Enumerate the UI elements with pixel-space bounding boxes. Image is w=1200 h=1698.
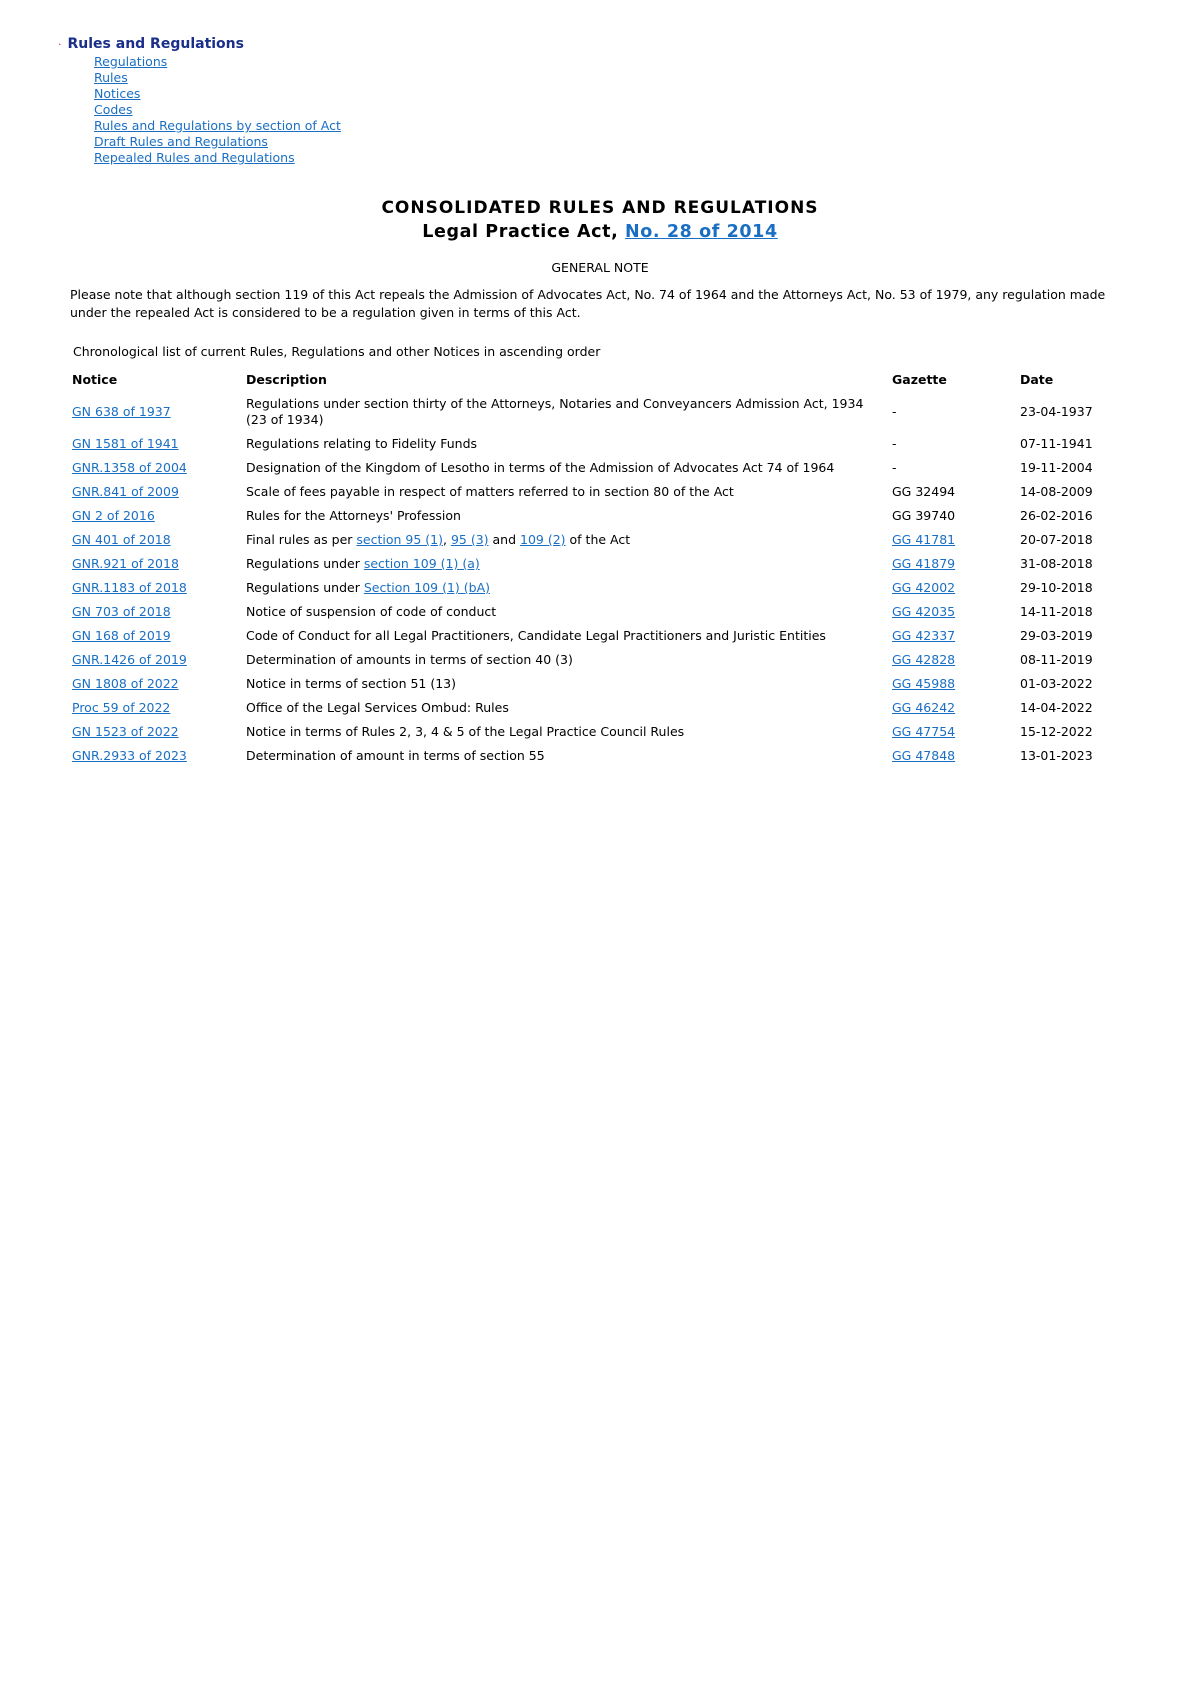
gazette-link[interactable]: GG 41879 bbox=[892, 556, 956, 571]
gazette-cell bbox=[890, 552, 1018, 576]
description-cell bbox=[244, 504, 890, 528]
notice-link[interactable]: GNR.1183 of 2018 bbox=[72, 580, 187, 595]
table-row bbox=[70, 456, 1140, 480]
description-text: Determination of amounts in terms of section 40 (3) bbox=[246, 652, 573, 667]
description-cell bbox=[244, 720, 890, 744]
date-cell: 14-04-2022 bbox=[1020, 700, 1093, 715]
gazette-cell bbox=[890, 648, 1018, 672]
notice-cell bbox=[70, 744, 244, 768]
regulations-table bbox=[70, 366, 1140, 768]
nav-link[interactable]: Regulations bbox=[94, 54, 168, 69]
description-text: Final rules as per bbox=[246, 532, 357, 547]
gazette-text: - bbox=[892, 436, 897, 451]
table-row bbox=[70, 432, 1140, 456]
gazette-link[interactable]: GG 47754 bbox=[892, 724, 956, 739]
gazette-text: GG 39740 bbox=[892, 508, 956, 523]
gazette-link[interactable]: GG 42002 bbox=[892, 580, 956, 595]
nav-link[interactable]: Repealed Rules and Regulations bbox=[94, 150, 295, 165]
date-cell: 31-08-2018 bbox=[1020, 556, 1093, 571]
description-cell bbox=[244, 672, 890, 696]
description-text: of the Act bbox=[565, 532, 631, 547]
table-row bbox=[70, 720, 1140, 744]
notice-cell bbox=[70, 696, 244, 720]
notice-link[interactable]: GN 638 of 1937 bbox=[72, 404, 171, 419]
date-cell: 15-12-2022 bbox=[1020, 724, 1093, 739]
nav-item bbox=[94, 102, 341, 118]
nav-link[interactable]: Draft Rules and Regulations bbox=[94, 134, 268, 149]
description-text: Determination of amount in terms of section 55 bbox=[246, 748, 545, 763]
section-link[interactable]: section 109 (1) (a) bbox=[363, 556, 480, 571]
nav-item bbox=[94, 86, 341, 102]
gazette-cell bbox=[890, 504, 1018, 528]
description-cell bbox=[244, 648, 890, 672]
notice-link[interactable]: GN 2 of 2016 bbox=[72, 508, 155, 523]
notice-link[interactable]: GN 703 of 2018 bbox=[72, 604, 171, 619]
nav-link[interactable]: Codes bbox=[94, 102, 133, 117]
description-cell bbox=[244, 624, 890, 648]
table-caption: Chronological list of current Rules, Regulations and other Notices in ascending order bbox=[73, 344, 601, 359]
nav-item bbox=[94, 134, 341, 150]
description-text: Regulations relating to Fidelity Funds bbox=[246, 436, 478, 451]
section-link[interactable]: section 95 (1) bbox=[356, 532, 443, 547]
rules-nav bbox=[58, 36, 341, 166]
gazette-cell bbox=[890, 696, 1018, 720]
header-date: Date bbox=[1020, 371, 1054, 387]
notice-link[interactable]: GN 1523 of 2022 bbox=[72, 724, 179, 739]
gazette-cell bbox=[890, 672, 1018, 696]
table-row bbox=[70, 624, 1140, 648]
description-text: Notice in terms of Rules 2, 3, 4 & 5 of the Legal Practice Council Rules bbox=[246, 724, 685, 739]
date-cell: 29-10-2018 bbox=[1020, 580, 1093, 595]
header-description: Description bbox=[246, 371, 327, 387]
notice-cell bbox=[70, 432, 244, 456]
date-cell: 08-11-2019 bbox=[1020, 652, 1093, 667]
description-cell bbox=[244, 432, 890, 456]
date-cell: 14-11-2018 bbox=[1020, 604, 1093, 619]
nav-item bbox=[94, 150, 341, 166]
description-text: , bbox=[442, 532, 451, 547]
description-cell bbox=[244, 456, 890, 480]
table-row bbox=[70, 648, 1140, 672]
description-cell bbox=[244, 480, 890, 504]
gazette-cell bbox=[890, 392, 1018, 432]
notice-link[interactable]: GN 168 of 2019 bbox=[72, 628, 171, 643]
gazette-cell bbox=[890, 480, 1018, 504]
act-prefix: Legal Practice Act, bbox=[422, 222, 626, 242]
description-text: Notice in terms of section 51 (13) bbox=[246, 676, 457, 691]
notice-cell bbox=[70, 600, 244, 624]
gazette-link[interactable]: GG 42337 bbox=[892, 628, 956, 643]
nav-item bbox=[94, 118, 341, 134]
table-body bbox=[70, 392, 1140, 768]
nav-title: Rules and Regulations bbox=[67, 36, 244, 52]
nav-link[interactable]: Rules bbox=[94, 70, 128, 85]
date-cell: 13-01-2023 bbox=[1020, 748, 1093, 763]
notice-cell bbox=[70, 528, 244, 552]
notice-cell bbox=[70, 624, 244, 648]
date-cell: 07-11-1941 bbox=[1020, 436, 1093, 451]
notice-cell bbox=[70, 456, 244, 480]
notice-cell bbox=[70, 648, 244, 672]
description-cell bbox=[244, 600, 890, 624]
table-row bbox=[70, 600, 1140, 624]
header-gazette: Gazette bbox=[892, 371, 947, 387]
gazette-cell bbox=[890, 576, 1018, 600]
gazette-cell bbox=[890, 600, 1018, 624]
notice-cell bbox=[70, 504, 244, 528]
general-note-label: GENERAL NOTE bbox=[551, 260, 649, 275]
general-note-text: Please note that although section 119 of this Act repeals the Admission of Advocates Act, No. 74 of 1964 and the Attorneys Act, No. 53 of 1979, any regulation made under the repealed Act is considered to be a regulation given in terms of this Act. bbox=[70, 287, 1106, 320]
description-text: Notice of suspension of code of conduct bbox=[246, 604, 497, 619]
notice-cell bbox=[70, 552, 244, 576]
description-text: Regulations under section thirty of the Attorneys, Notaries and Conveyancers Admission Act, 1934 (23 of 1934) bbox=[246, 396, 864, 427]
notice-link[interactable]: GNR.1358 of 2004 bbox=[72, 460, 187, 475]
gazette-link[interactable]: GG 46242 bbox=[892, 700, 956, 715]
notice-link[interactable]: GN 401 of 2018 bbox=[72, 532, 171, 547]
notice-link[interactable]: GN 1808 of 2022 bbox=[72, 676, 179, 691]
description-text: and bbox=[488, 532, 520, 547]
table-row bbox=[70, 504, 1140, 528]
table-row bbox=[70, 392, 1140, 432]
gazette-link[interactable]: GG 47848 bbox=[892, 748, 956, 763]
nav-list bbox=[94, 54, 341, 166]
gazette-link[interactable]: GG 45988 bbox=[892, 676, 956, 691]
gazette-text: - bbox=[892, 404, 897, 419]
nav-item bbox=[94, 54, 341, 70]
notice-cell bbox=[70, 720, 244, 744]
notice-link[interactable]: GN 1581 of 1941 bbox=[72, 436, 179, 451]
table-row bbox=[70, 696, 1140, 720]
description-cell bbox=[244, 696, 890, 720]
date-cell: 23-04-1937 bbox=[1020, 404, 1093, 419]
date-cell: 26-02-2016 bbox=[1020, 508, 1093, 523]
section-link[interactable]: Section 109 (1) (bA) bbox=[363, 580, 490, 595]
act-number-link[interactable]: No. 28 of 2014 bbox=[625, 222, 778, 242]
nav-link[interactable]: Rules and Regulations by section of Act bbox=[94, 118, 341, 133]
table-row bbox=[70, 552, 1140, 576]
table-row bbox=[70, 576, 1140, 600]
notice-cell bbox=[70, 672, 244, 696]
description-cell bbox=[244, 552, 890, 576]
gazette-cell bbox=[890, 456, 1018, 480]
description-text: Regulations under bbox=[246, 580, 364, 595]
description-text: Office of the Legal Services Ombud: Rules bbox=[246, 700, 509, 715]
description-text: Designation of the Kingdom of Lesotho in terms of the Admission of Advocates Act 74 of 1964 bbox=[246, 460, 835, 475]
table-row bbox=[70, 528, 1140, 552]
page-heading bbox=[0, 196, 1200, 244]
gazette-text: - bbox=[892, 460, 897, 475]
gazette-link[interactable]: GG 42035 bbox=[892, 604, 956, 619]
gazette-cell bbox=[890, 432, 1018, 456]
notice-link[interactable]: GNR.921 of 2018 bbox=[72, 556, 179, 571]
section-link[interactable]: 95 (3) bbox=[450, 532, 489, 547]
notice-link[interactable]: GNR.841 of 2009 bbox=[72, 484, 179, 499]
gazette-cell bbox=[890, 528, 1018, 552]
description-cell bbox=[244, 528, 890, 552]
gazette-cell bbox=[890, 744, 1018, 768]
page-title: CONSOLIDATED RULES AND REGULATIONS bbox=[381, 198, 819, 218]
date-cell: 29-03-2019 bbox=[1020, 628, 1093, 643]
notice-cell bbox=[70, 392, 244, 432]
gazette-link[interactable]: GG 41781 bbox=[892, 532, 956, 547]
date-cell: 19-11-2004 bbox=[1020, 460, 1093, 475]
description-text: Regulations under bbox=[246, 556, 364, 571]
description-text: Rules for the Attorneys' Profession bbox=[246, 508, 461, 523]
date-cell: 14-08-2009 bbox=[1020, 484, 1093, 499]
nav-item bbox=[94, 70, 341, 86]
notice-link[interactable]: GNR.1426 of 2019 bbox=[72, 652, 187, 667]
gazette-cell bbox=[890, 720, 1018, 744]
description-cell bbox=[244, 576, 890, 600]
description-text: Scale of fees payable in respect of matters referred to in section 80 of the Act bbox=[246, 484, 734, 499]
gazette-text: GG 32494 bbox=[892, 484, 956, 499]
header-notice: Notice bbox=[72, 371, 118, 387]
nav-link[interactable]: Notices bbox=[94, 86, 141, 101]
section-link[interactable]: 109 (2) bbox=[520, 532, 566, 547]
nav-header bbox=[58, 36, 341, 52]
gazette-cell bbox=[890, 624, 1018, 648]
date-cell: 20-07-2018 bbox=[1020, 532, 1093, 547]
description-text: Code of Conduct for all Legal Practitioners, Candidate Legal Practitioners and Juristic Entities bbox=[246, 628, 826, 643]
table-row bbox=[70, 744, 1140, 768]
description-cell bbox=[244, 744, 890, 768]
notice-link[interactable]: Proc 59 of 2022 bbox=[72, 700, 171, 715]
gazette-link[interactable]: GG 42828 bbox=[892, 652, 956, 667]
description-cell bbox=[244, 392, 890, 432]
date-cell: 01-03-2022 bbox=[1020, 676, 1093, 691]
notice-cell bbox=[70, 480, 244, 504]
notice-link[interactable]: GNR.2933 of 2023 bbox=[72, 748, 187, 763]
table-header-row bbox=[70, 366, 1140, 392]
table-row bbox=[70, 672, 1140, 696]
bullet-icon: · bbox=[58, 38, 62, 51]
act-title bbox=[0, 220, 1200, 244]
table-row bbox=[70, 480, 1140, 504]
notice-cell bbox=[70, 576, 244, 600]
